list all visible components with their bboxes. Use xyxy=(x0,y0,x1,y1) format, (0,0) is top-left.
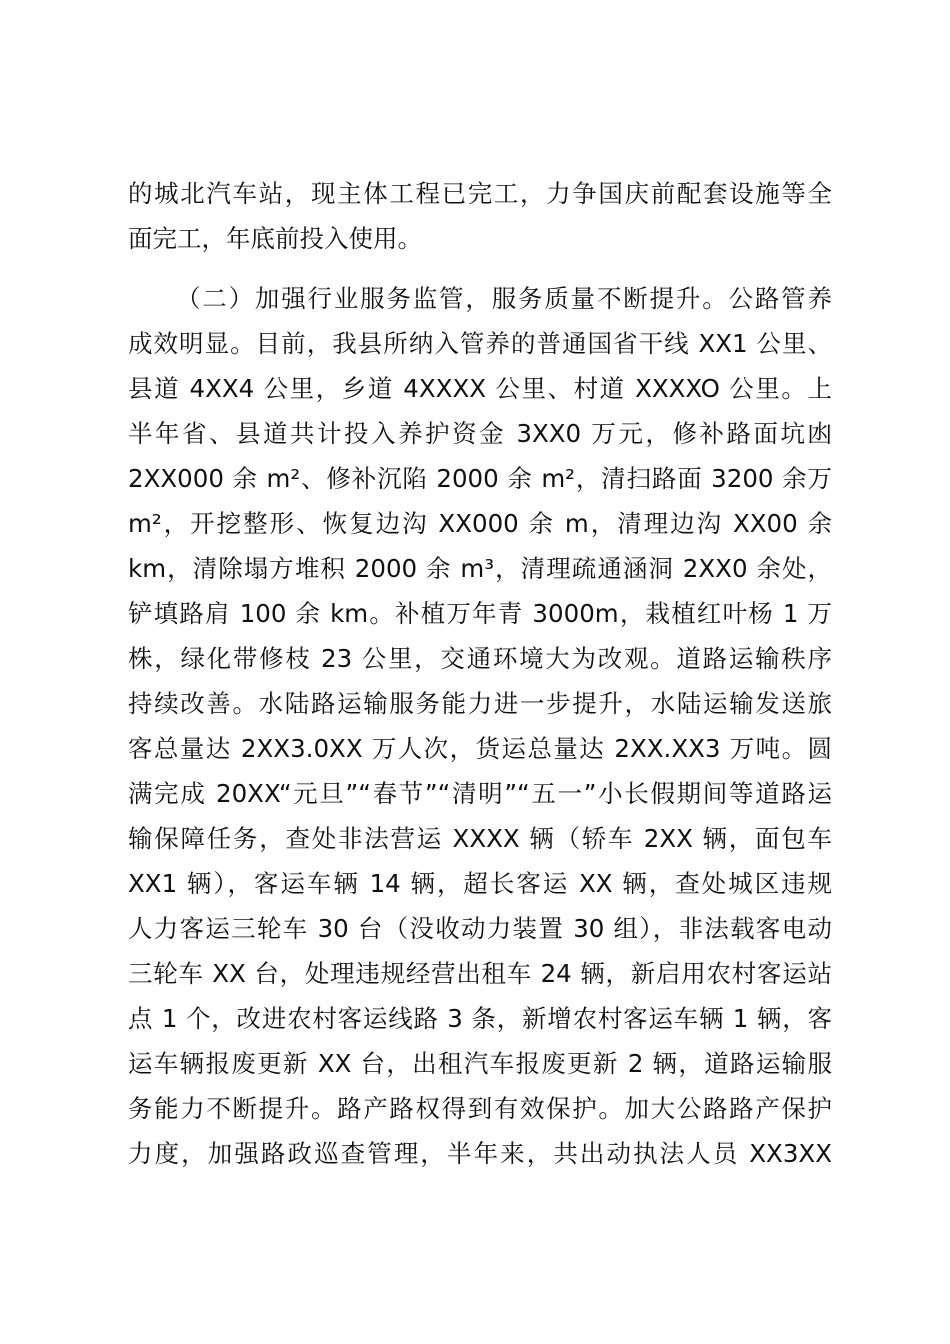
text-line-20: 运车辆报废更新 XX 台，出租汽车报废更新 2 辆，道路运输服 xyxy=(128,1049,832,1078)
text-line-21: 务能力不断提升。路产路权得到有效保护。加大公路路产保护 xyxy=(128,1094,832,1123)
text-line-13: 客总量达 2XX3.0XX 万人次，货运总量达 2XX.XX3 万吨。圆 xyxy=(128,734,832,763)
text-line-19: 点 1 个，改进农村客运线路 3 条，新增农村客运车辆 1 辆，客 xyxy=(128,1004,832,1033)
text-line-7: 2XX000 余 m²、修补沉陷 2000 余 m²，清扫路面 3200 余万 xyxy=(128,464,832,493)
text-line-5: 县道 4XX4 公里，乡道 4XXXX 公里、村道 XXXXO 公里。上 xyxy=(128,374,832,403)
text-line-2: 面完工，年底前投入使用。 xyxy=(128,224,422,253)
text-line-9: km，清除塌方堆积 2000 余 m³，清理疏通涵洞 2XX0 余处， xyxy=(128,554,832,583)
text-line-1: 的城北汽车站，现主体工程已完工，力争国庆前配套设施等全 xyxy=(128,179,832,208)
text-line-14: 满完成 20XX“元旦”“春节”“清明”“五一”小长假期间等道路运 xyxy=(128,779,832,808)
text-line-6: 半年省、县道共计投入养护资金 3XX0 万元，修补路面坑凼 xyxy=(128,419,832,448)
text-line-4: 成效明显。目前，我县所纳入管养的普通国省干线 XX1 公里、 xyxy=(128,329,832,358)
text-line-16: XX1 辆），客运车辆 14 辆，超长客运 XX 辆，查处城区违规 xyxy=(128,869,832,898)
text-line-12: 持续改善。水陆路运输服务能力进一步提升，水陆运输发送旅 xyxy=(128,689,832,718)
text-line-17: 人力客运三轮车 30 台（没收动力装置 30 组），非法载客电动 xyxy=(128,914,832,943)
text-line-8: m²，开挖整形、恢复边沟 XX000 余 m，清理边沟 XX00 余 xyxy=(128,509,832,538)
text-line-18: 三轮车 XX 台，处理违规经营出租车 24 辆，新启用农村客运站 xyxy=(128,959,832,988)
text-line-15: 输保障任务，查处非法营运 XXXX 辆（轿车 2XX 辆，面包车 xyxy=(128,824,832,853)
text-line-3: （二）加强行业服务监管，服务质量不断提升。公路管养 xyxy=(176,284,832,313)
text-line-22: 力度，加强路政巡查管理，半年来，共出动执法人员 XX3XX xyxy=(128,1139,832,1168)
text-line-11: 株，绿化带修枝 23 公里，交通环境大为改观。道路运输秩序 xyxy=(128,644,832,673)
text-line-10: 铲填路肩 100 余 km。补植万年青 3000m，栽植红叶杨 1 万 xyxy=(128,599,832,628)
